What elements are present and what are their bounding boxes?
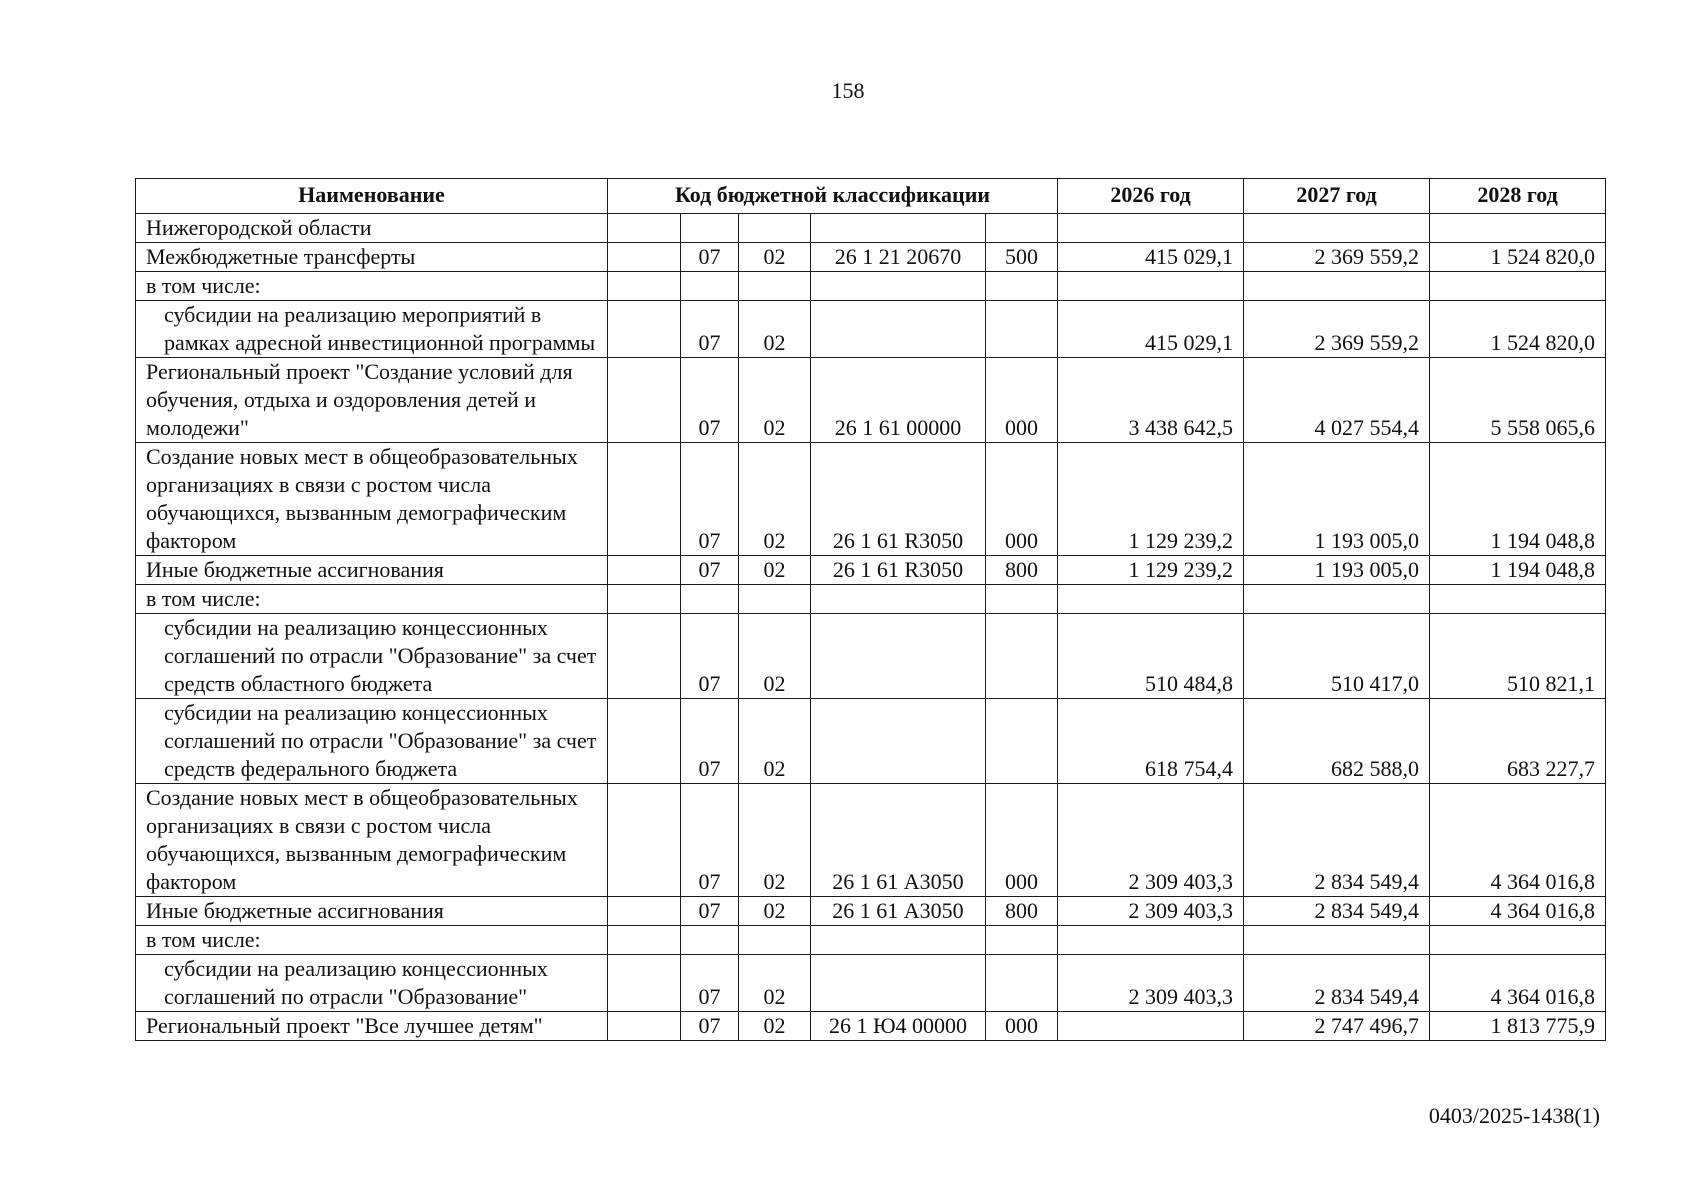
cell-code-target: 26 1 61 R3050 [811,443,986,556]
cell-code-section [681,926,739,955]
table-row [136,897,1606,926]
cell-name: субсидии на реализацию мероприятий в рамках адресной инвестиционной программы [136,301,608,358]
cell-2028 [1430,272,1606,301]
cell-code-1 [608,699,681,784]
cell-code-section: 07 [681,556,739,585]
cell-code-expense: 000 [986,784,1058,897]
cell-2026: 2 309 403,3 [1058,955,1244,1012]
cell-code-1 [608,556,681,585]
cell-name: Создание новых мест в общеобразовательных организациях в связи с ростом числа обучающихся, вызванным демографическим фактором [136,443,608,556]
table-row [136,358,1606,443]
table-row [136,272,1606,301]
table-row [136,585,1606,614]
cell-code-expense: 000 [986,358,1058,443]
cell-2027 [1244,585,1430,614]
cell-code-subsection: 02 [739,301,811,358]
cell-name: в том числе: [136,926,608,955]
cell-2026 [1058,214,1244,243]
table-row [136,301,1606,358]
cell-2028 [1430,585,1606,614]
cell-code-1 [608,214,681,243]
cell-code-subsection: 02 [739,784,811,897]
cell-2026: 510 484,8 [1058,614,1244,699]
cell-code-target: 26 1 61 R3050 [811,556,986,585]
cell-code-1 [608,784,681,897]
header-2027: 2027 год [1244,179,1430,214]
cell-2026: 2 309 403,3 [1058,784,1244,897]
cell-2028: 510 821,1 [1430,614,1606,699]
cell-code-expense: 000 [986,443,1058,556]
cell-2026: 415 029,1 [1058,243,1244,272]
cell-2027: 510 417,0 [1244,614,1430,699]
cell-code-subsection: 02 [739,1012,811,1041]
cell-code-section: 07 [681,301,739,358]
cell-code-target [811,926,986,955]
cell-name: субсидии на реализацию концессионных соглашений по отрасли "Образование" за счет средств федерального бюджета [136,699,608,784]
cell-code-1 [608,272,681,301]
table-row [136,784,1606,897]
header-row [136,179,1606,214]
cell-code-section: 07 [681,243,739,272]
cell-code-expense [986,614,1058,699]
cell-name: субсидии на реализацию концессионных соглашений по отрасли "Образование" [136,955,608,1012]
cell-2027: 2 369 559,2 [1244,243,1430,272]
cell-2027: 2 834 549,4 [1244,784,1430,897]
cell-code-expense [986,301,1058,358]
cell-code-section: 07 [681,358,739,443]
cell-code-1 [608,1012,681,1041]
cell-2027: 1 193 005,0 [1244,556,1430,585]
cell-2026 [1058,926,1244,955]
table-row [136,214,1606,243]
document-code: 0403/2025-1438(1) [1428,1103,1600,1128]
table-row [136,614,1606,699]
cell-code-expense [986,955,1058,1012]
cell-2028 [1430,926,1606,955]
cell-code-target: 26 1 61 А3050 [811,897,986,926]
header-2028: 2028 год [1430,179,1606,214]
cell-code-target [811,585,986,614]
header-name: Наименование [136,179,608,214]
cell-code-expense: 800 [986,556,1058,585]
cell-name: Иные бюджетные ассигнования [136,897,608,926]
cell-2027: 2 834 549,4 [1244,897,1430,926]
cell-2028: 1 194 048,8 [1430,443,1606,556]
cell-code-target [811,699,986,784]
page-number: 158 [831,78,865,103]
cell-code-1 [608,585,681,614]
cell-code-target [811,301,986,358]
cell-name: субсидии на реализацию концессионных соглашений по отрасли "Образование" за счет средств областного бюджета [136,614,608,699]
cell-code-target: 26 1 61 А3050 [811,784,986,897]
cell-code-section [681,214,739,243]
cell-code-1 [608,301,681,358]
cell-code-section: 07 [681,897,739,926]
table-row [136,556,1606,585]
cell-code-subsection [739,272,811,301]
cell-2026 [1058,1012,1244,1041]
cell-2026: 1 129 239,2 [1058,556,1244,585]
table-row [136,243,1606,272]
table-row [136,926,1606,955]
cell-2028: 4 364 016,8 [1430,897,1606,926]
cell-code-target: 26 1 21 20670 [811,243,986,272]
cell-code-expense: 000 [986,1012,1058,1041]
cell-name: Иные бюджетные ассигнования [136,556,608,585]
cell-code-section: 07 [681,443,739,556]
cell-code-target [811,955,986,1012]
cell-2028: 1 524 820,0 [1430,243,1606,272]
cell-code-subsection [739,214,811,243]
cell-code-target [811,214,986,243]
table-row [136,443,1606,556]
cell-code-expense [986,699,1058,784]
cell-2027: 1 193 005,0 [1244,443,1430,556]
cell-name: Создание новых мест в общеобразовательных организациях в связи с ростом числа обучающихся, вызванным демографическим фактором [136,784,608,897]
cell-code-1 [608,358,681,443]
cell-2028: 683 227,7 [1430,699,1606,784]
table-row [136,955,1606,1012]
cell-code-subsection [739,585,811,614]
cell-code-subsection: 02 [739,358,811,443]
cell-code-expense [986,585,1058,614]
cell-2027 [1244,926,1430,955]
cell-2027 [1244,272,1430,301]
cell-code-1 [608,443,681,556]
cell-code-subsection: 02 [739,955,811,1012]
cell-2028: 4 364 016,8 [1430,955,1606,1012]
cell-2028: 1 813 775,9 [1430,1012,1606,1041]
cell-2026: 1 129 239,2 [1058,443,1244,556]
cell-code-section: 07 [681,699,739,784]
header-code: Код бюджетной классификации [608,179,1058,214]
cell-2027: 4 027 554,4 [1244,358,1430,443]
cell-code-subsection: 02 [739,556,811,585]
cell-2026: 618 754,4 [1058,699,1244,784]
table-row [136,1012,1606,1041]
cell-code-expense: 800 [986,897,1058,926]
cell-2028: 5 558 065,6 [1430,358,1606,443]
cell-code-section: 07 [681,614,739,699]
cell-2027: 2 369 559,2 [1244,301,1430,358]
cell-2026 [1058,272,1244,301]
cell-code-1 [608,955,681,1012]
cell-code-section: 07 [681,784,739,897]
cell-2026: 2 309 403,3 [1058,897,1244,926]
cell-2027: 2 834 549,4 [1244,955,1430,1012]
cell-code-subsection [739,926,811,955]
cell-2026: 3 438 642,5 [1058,358,1244,443]
cell-code-subsection: 02 [739,614,811,699]
cell-name: Межбюджетные трансферты [136,243,608,272]
cell-name: Нижегородской области [136,214,608,243]
cell-code-1 [608,243,681,272]
cell-2027: 2 747 496,7 [1244,1012,1430,1041]
cell-name: в том числе: [136,585,608,614]
cell-code-1 [608,614,681,699]
header-2026: 2026 год [1058,179,1244,214]
cell-code-section: 07 [681,955,739,1012]
cell-2028: 1 524 820,0 [1430,301,1606,358]
cell-code-expense [986,926,1058,955]
cell-code-section [681,585,739,614]
cell-2027 [1244,214,1430,243]
table-row [136,699,1606,784]
cell-2028: 4 364 016,8 [1430,784,1606,897]
cell-code-subsection: 02 [739,443,811,556]
cell-name: Региональный проект "Создание условий для обучения, отдыха и оздоровления детей и молодежи" [136,358,608,443]
cell-2028: 1 194 048,8 [1430,556,1606,585]
cell-code-expense [986,272,1058,301]
cell-code-expense [986,214,1058,243]
cell-2026 [1058,585,1244,614]
cell-code-1 [608,926,681,955]
cell-name: в том числе: [136,272,608,301]
cell-code-expense: 500 [986,243,1058,272]
cell-2026: 415 029,1 [1058,301,1244,358]
cell-code-subsection: 02 [739,699,811,784]
cell-code-section: 07 [681,1012,739,1041]
cell-code-target [811,272,986,301]
cell-code-section [681,272,739,301]
cell-code-1 [608,897,681,926]
cell-2027: 682 588,0 [1244,699,1430,784]
cell-code-target [811,614,986,699]
cell-code-subsection: 02 [739,243,811,272]
cell-code-target: 26 1 Ю4 00000 [811,1012,986,1041]
cell-code-target: 26 1 61 00000 [811,358,986,443]
table-body [136,214,1606,1041]
budget-table [135,178,1606,1041]
cell-code-subsection: 02 [739,897,811,926]
cell-2028 [1430,214,1606,243]
cell-name: Региональный проект "Все лучшее детям" [136,1012,608,1041]
